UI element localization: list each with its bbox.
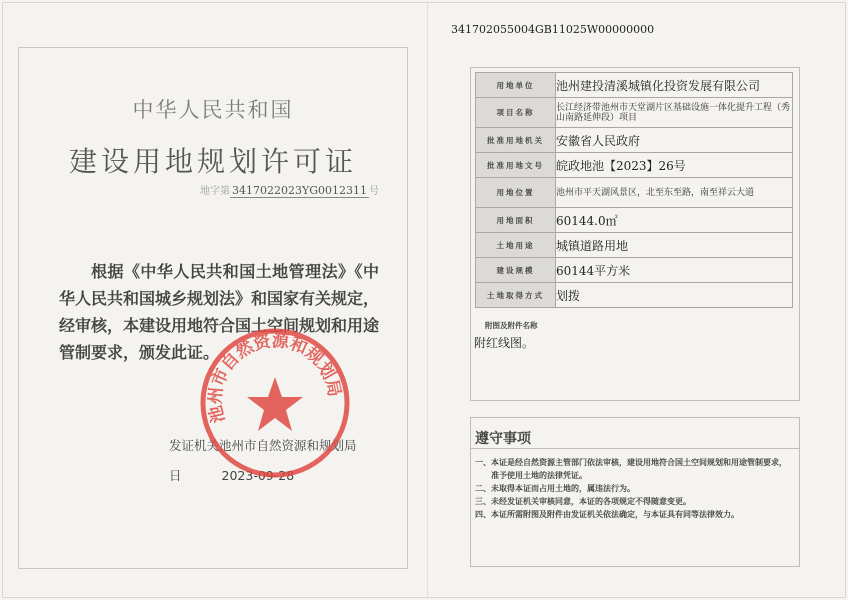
info-row [476, 73, 793, 98]
date-label: 日 [169, 468, 182, 483]
info-row-value: 安徽省人民政府 [556, 128, 793, 153]
notes-list [475, 456, 793, 521]
info-row [476, 98, 793, 128]
info-row-value: 60144.0㎡ [556, 208, 793, 233]
info-row-label: 建设规模 [476, 258, 556, 283]
info-row-value: 皖政地池【2023】26号 [556, 153, 793, 178]
info-row [476, 153, 793, 178]
official-seal [197, 325, 353, 481]
attachment-label: 附图及附件名称 [485, 321, 538, 330]
info-row-label: 用地位置 [476, 178, 556, 208]
attachment-value: 附红线图。 [474, 336, 535, 350]
certificate-body: 根据《中华人民共和国土地管理法》《中华人民共和国城乡规划法》和国家有关规定，经审核，本建设用地符合国土空间规划和用途管制要求，颁发此证。 [59, 262, 380, 362]
left-page [18, 47, 408, 569]
info-row-value: 60144平方米 [556, 258, 793, 283]
issuer-name: 池州市自然资源和规划局 [219, 438, 357, 453]
info-row-label: 用地单位 [476, 73, 556, 98]
info-row-label: 用地面积 [476, 208, 556, 233]
info-row-label: 土地用途 [476, 233, 556, 258]
certificate-title: 建设用地规划许可证 [68, 145, 357, 178]
cert-prefix: 地字第 [199, 186, 230, 197]
note-item: 四、本证所需附图及附件由发证机关依法确定，与本证具有同等法律效力。 [475, 510, 739, 519]
cert-suffix: 号 [369, 186, 379, 197]
seal-star-icon [247, 377, 303, 431]
notes-divider [471, 448, 799, 449]
info-panel [470, 67, 800, 401]
date-value: 2023-09-28 [221, 468, 295, 483]
note-item: 一、本证是经自然资源主管部门依法审核，建设用地符合国土空间规划和用途管制要求，准予使用土地的法律凭证。 [475, 458, 787, 480]
info-row [476, 208, 793, 233]
info-row-label: 项目名称 [476, 98, 556, 128]
info-row-label: 批准用地文号 [476, 153, 556, 178]
info-row [476, 128, 793, 153]
info-row-value: 城镇道路用地 [556, 233, 793, 258]
info-row [476, 233, 793, 258]
issuer-label: 发证机关 [169, 438, 220, 453]
info-table [475, 72, 793, 308]
note-item: 二、未取得本证而占用土地的，属违法行为。 [475, 484, 635, 493]
info-row-label: 土地取得方式 [476, 283, 556, 308]
info-row-label: 批准用地机关 [476, 128, 556, 153]
info-row-value: 池州市平天湖风景区，北至东至路，南至祥云大道 [556, 178, 793, 208]
cert-number-value: 3417022023YG0012311 [231, 184, 367, 197]
info-row-value: 划拨 [556, 283, 793, 308]
seal-text: 池州市自然资源和规划局 [205, 331, 345, 425]
notes-panel [470, 417, 800, 567]
info-row-value: 长江经济带池州市天堂湖片区基础设施一体化提升工程（秀山南路延伸段）项目 [556, 98, 793, 128]
info-row [476, 258, 793, 283]
certificate-number [200, 182, 379, 197]
info-row-value: 池州建投清溪城镇化投资发展有限公司 [556, 73, 793, 98]
info-row [476, 178, 793, 208]
top-code: 341702055004GB11025W00000000 [451, 23, 655, 36]
country-name: 中华人民共和国 [132, 98, 294, 122]
page-fold [427, 3, 428, 599]
note-item: 三、未经发证机关审核同意，本证的各项规定不得随意变更。 [475, 497, 691, 506]
notes-title: 遵守事项 [475, 431, 531, 447]
info-row [476, 283, 793, 308]
certificate-sheet [2, 2, 846, 598]
